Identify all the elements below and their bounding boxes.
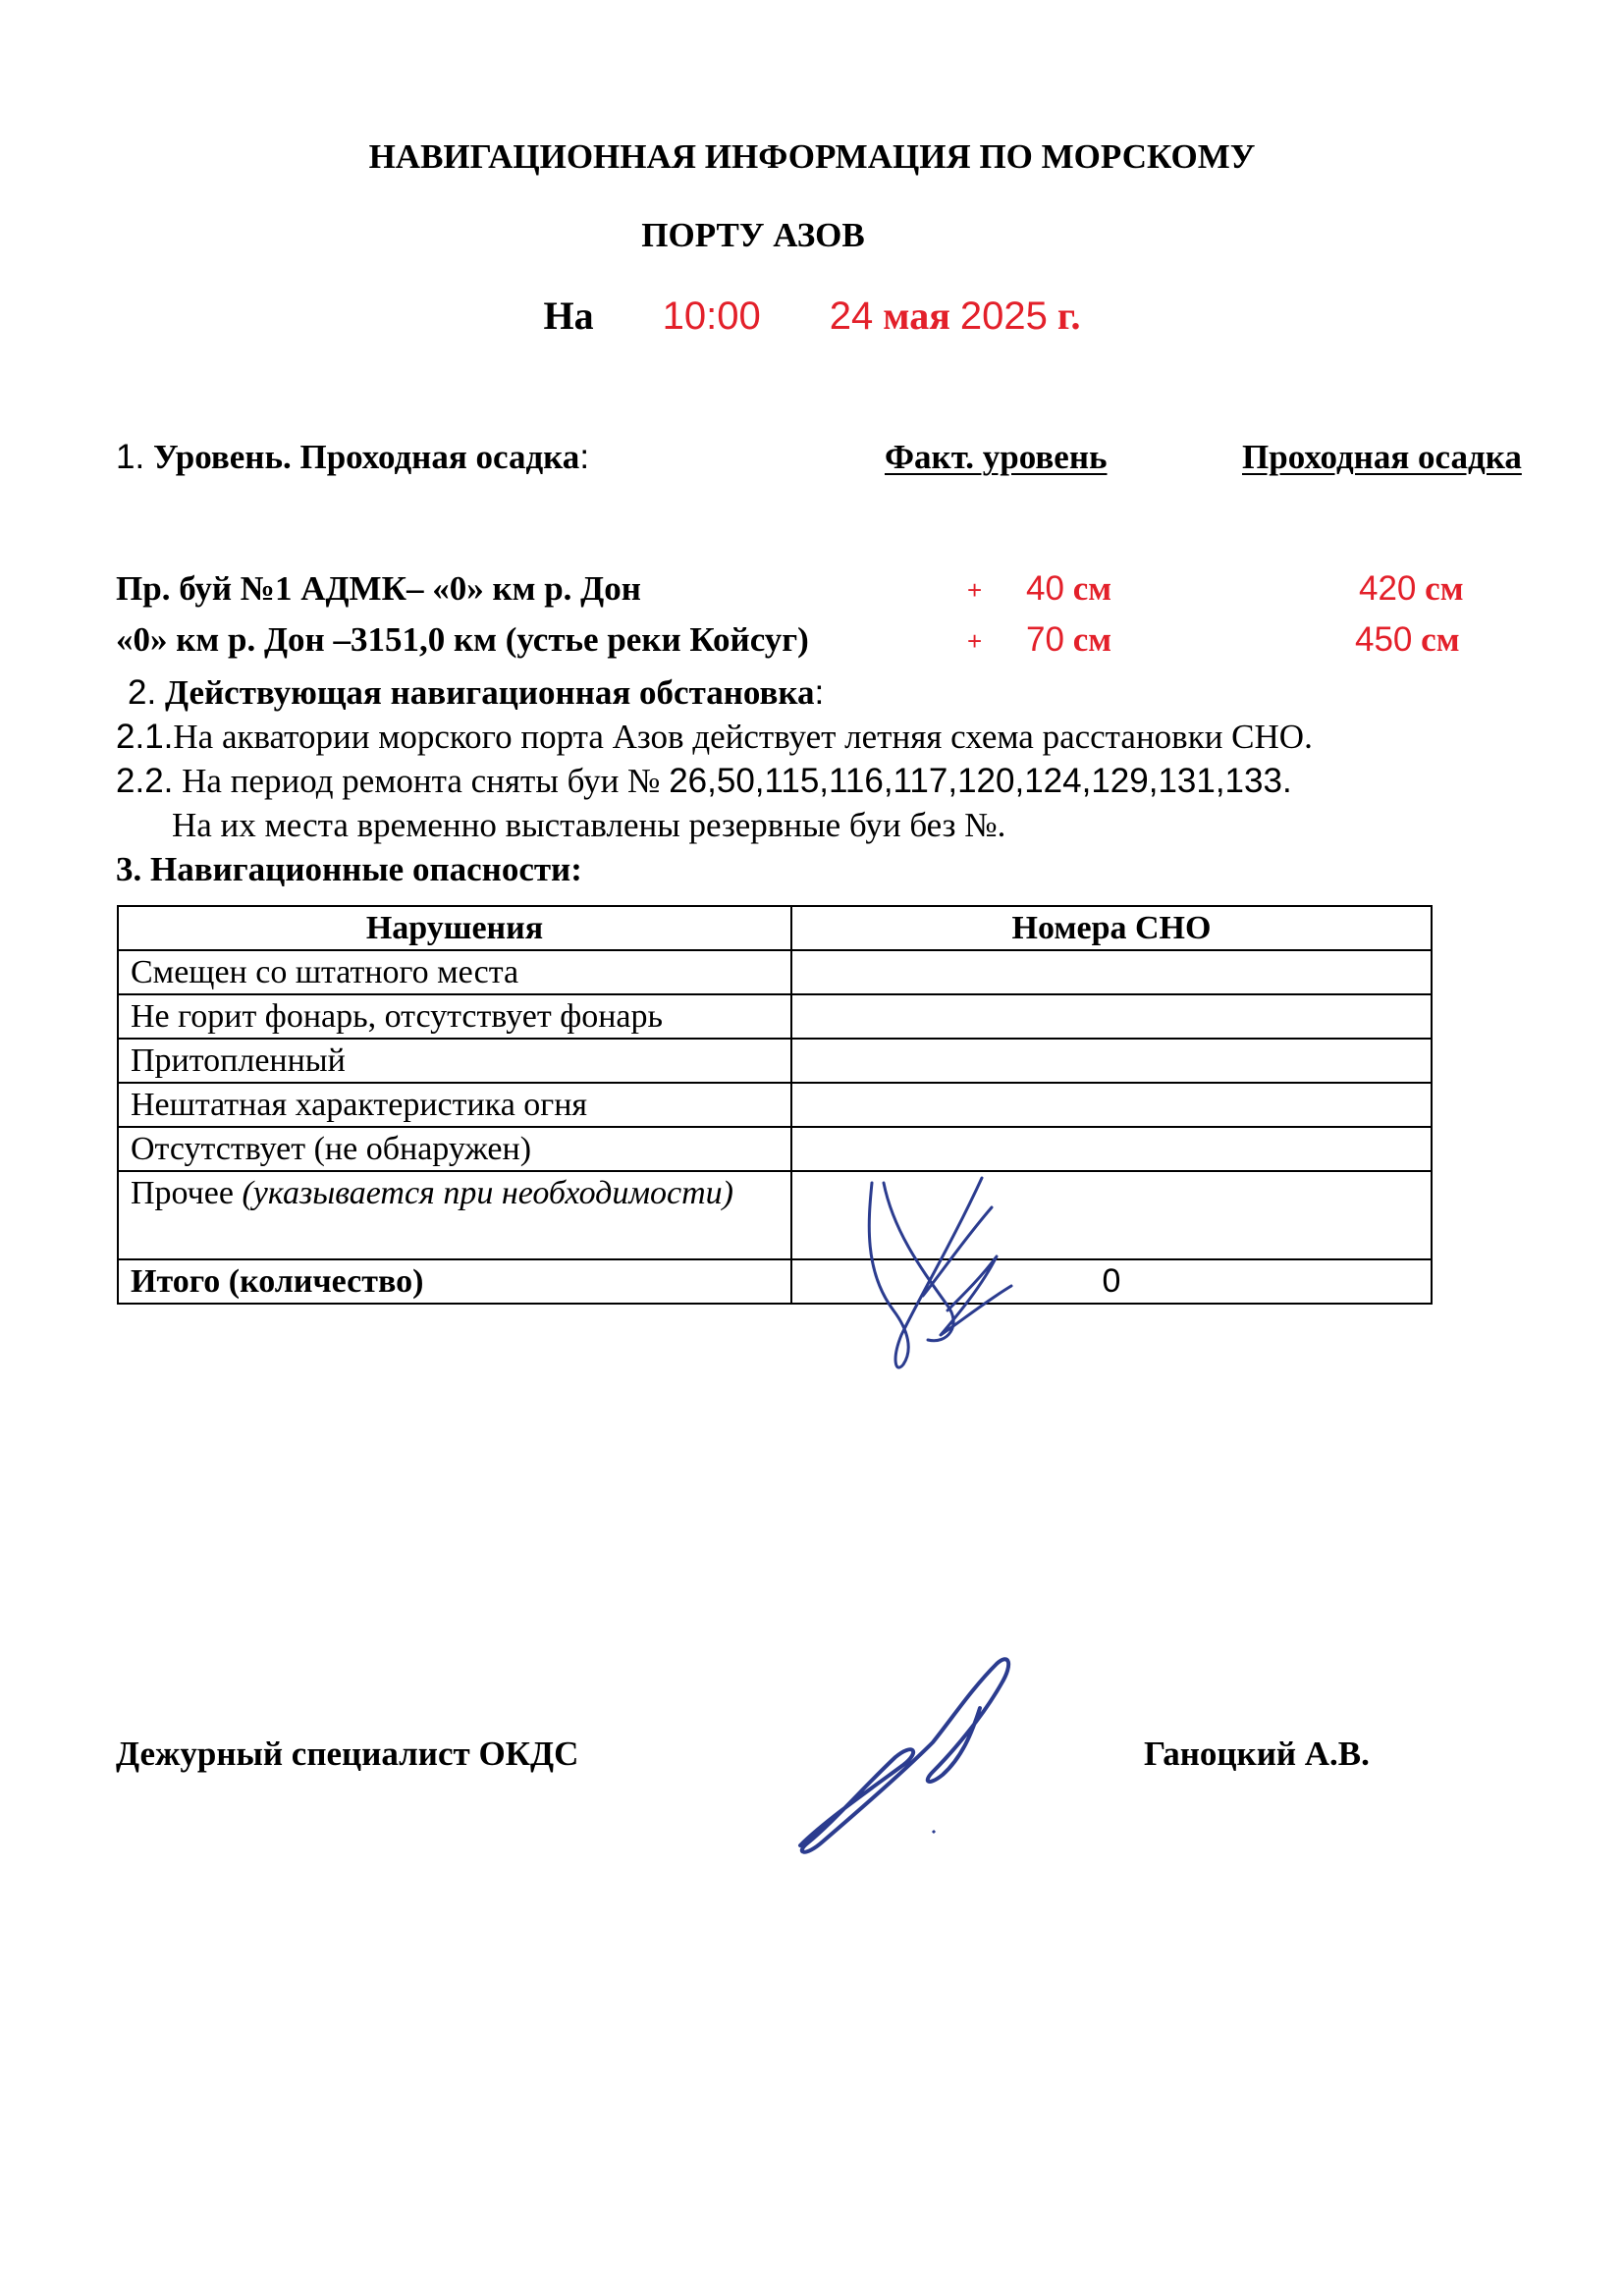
aid-numbers-cell xyxy=(791,950,1432,994)
violation-cell-other: Прочее (указывается при необходимости) xyxy=(118,1171,791,1259)
table-row xyxy=(118,994,1432,1039)
doc-title-line1: НАВИГАЦИОННАЯ ИНФОРМАЦИЯ ПО МОРСКОМУ xyxy=(368,137,1256,176)
footer-position: Дежурный специалист ОКДС xyxy=(116,1735,579,1773)
level-row-1-level: 40 см xyxy=(1026,569,1112,608)
violation-cell: Смещен со штатного места xyxy=(118,950,791,994)
total-value: 0 xyxy=(791,1259,1432,1304)
table-row xyxy=(118,950,1432,994)
level-row-1-sign: + xyxy=(967,575,983,605)
table-row-total xyxy=(118,1259,1432,1304)
section2-item-3: На их места временно выставлены резервные буи без №. xyxy=(172,806,1006,844)
report-month: мая xyxy=(883,294,950,338)
section1-title: Уровень. Проходная осадка xyxy=(152,438,580,476)
level-row-2-level: 70 см xyxy=(1026,620,1112,659)
table-header-row xyxy=(118,906,1432,950)
hazards-table xyxy=(117,905,1433,1305)
section1-number: 1. xyxy=(116,438,145,476)
report-day: 24 xyxy=(829,294,874,338)
violation-cell: Не горит фонарь, отсутствует фонарь xyxy=(118,994,791,1039)
section2-number: 2. xyxy=(128,673,157,712)
table-row xyxy=(118,1127,1432,1171)
aid-numbers-cell xyxy=(791,1083,1432,1127)
level-row-2-draft: 450 см xyxy=(1355,620,1460,659)
signature-mark xyxy=(854,1163,1031,1389)
col-header-draft: Проходная осадка xyxy=(1242,438,1522,476)
table-row xyxy=(118,1083,1432,1127)
removed-buoy-numbers: 26,50,115,116,117,120,124,129,131,133. xyxy=(669,762,1292,800)
section1-heading: 1. Уровень. Проходная осадка: xyxy=(116,438,590,476)
col-header-violations: Нарушения xyxy=(118,906,791,950)
section2-item-1: 2.1.На акватории морского порта Азов действует летняя схема расстановки СНО. xyxy=(116,718,1313,756)
col-header-fact-level: Факт. уровень xyxy=(885,438,1108,476)
violation-cell: Притопленный xyxy=(118,1039,791,1083)
date-prefix: На xyxy=(543,294,594,338)
aid-numbers-cell xyxy=(791,994,1432,1039)
aid-numbers-cell xyxy=(791,1039,1432,1083)
footer-name: Ганоцкий А.В. xyxy=(1144,1735,1370,1773)
report-year-suffix: г. xyxy=(1056,294,1081,338)
section2-title: Действующая навигационная обстановка xyxy=(164,673,815,712)
level-row-1-draft: 420 см xyxy=(1359,569,1464,608)
level-row-2-sign: + xyxy=(967,626,983,656)
date-line xyxy=(0,293,1624,339)
report-time: 10:00 xyxy=(662,294,761,338)
total-label: Итого (количество) xyxy=(118,1259,791,1304)
doc-title-line2: ПОРТУ АЗОВ xyxy=(641,216,865,254)
violation-cell: Нештатная характеристика огня xyxy=(118,1083,791,1127)
level-row-1-label: Пр. буй №1 АДМК– «0» км р. Дон xyxy=(116,569,641,608)
section2-heading: 2. Действующая навигационная обстановка: xyxy=(128,673,825,712)
violation-cell: Отсутствует (не обнаружен) xyxy=(118,1127,791,1171)
report-year: 2025 xyxy=(959,294,1048,338)
table-row-other xyxy=(118,1171,1432,1259)
col-header-aid-numbers: Номера СНО xyxy=(791,906,1432,950)
table-row xyxy=(118,1039,1432,1083)
signature-mark-footer xyxy=(785,1649,1041,1865)
section2-item-2: 2.2. На период ремонта сняты буи № 26,50,115,116,117,120,124,129,131,133. xyxy=(116,762,1292,800)
section3-heading: 3. Навигационные опасности: xyxy=(116,850,582,888)
level-row-2-label: «0» км р. Дон –3151,0 км (устье реки Койсуг) xyxy=(116,620,809,659)
